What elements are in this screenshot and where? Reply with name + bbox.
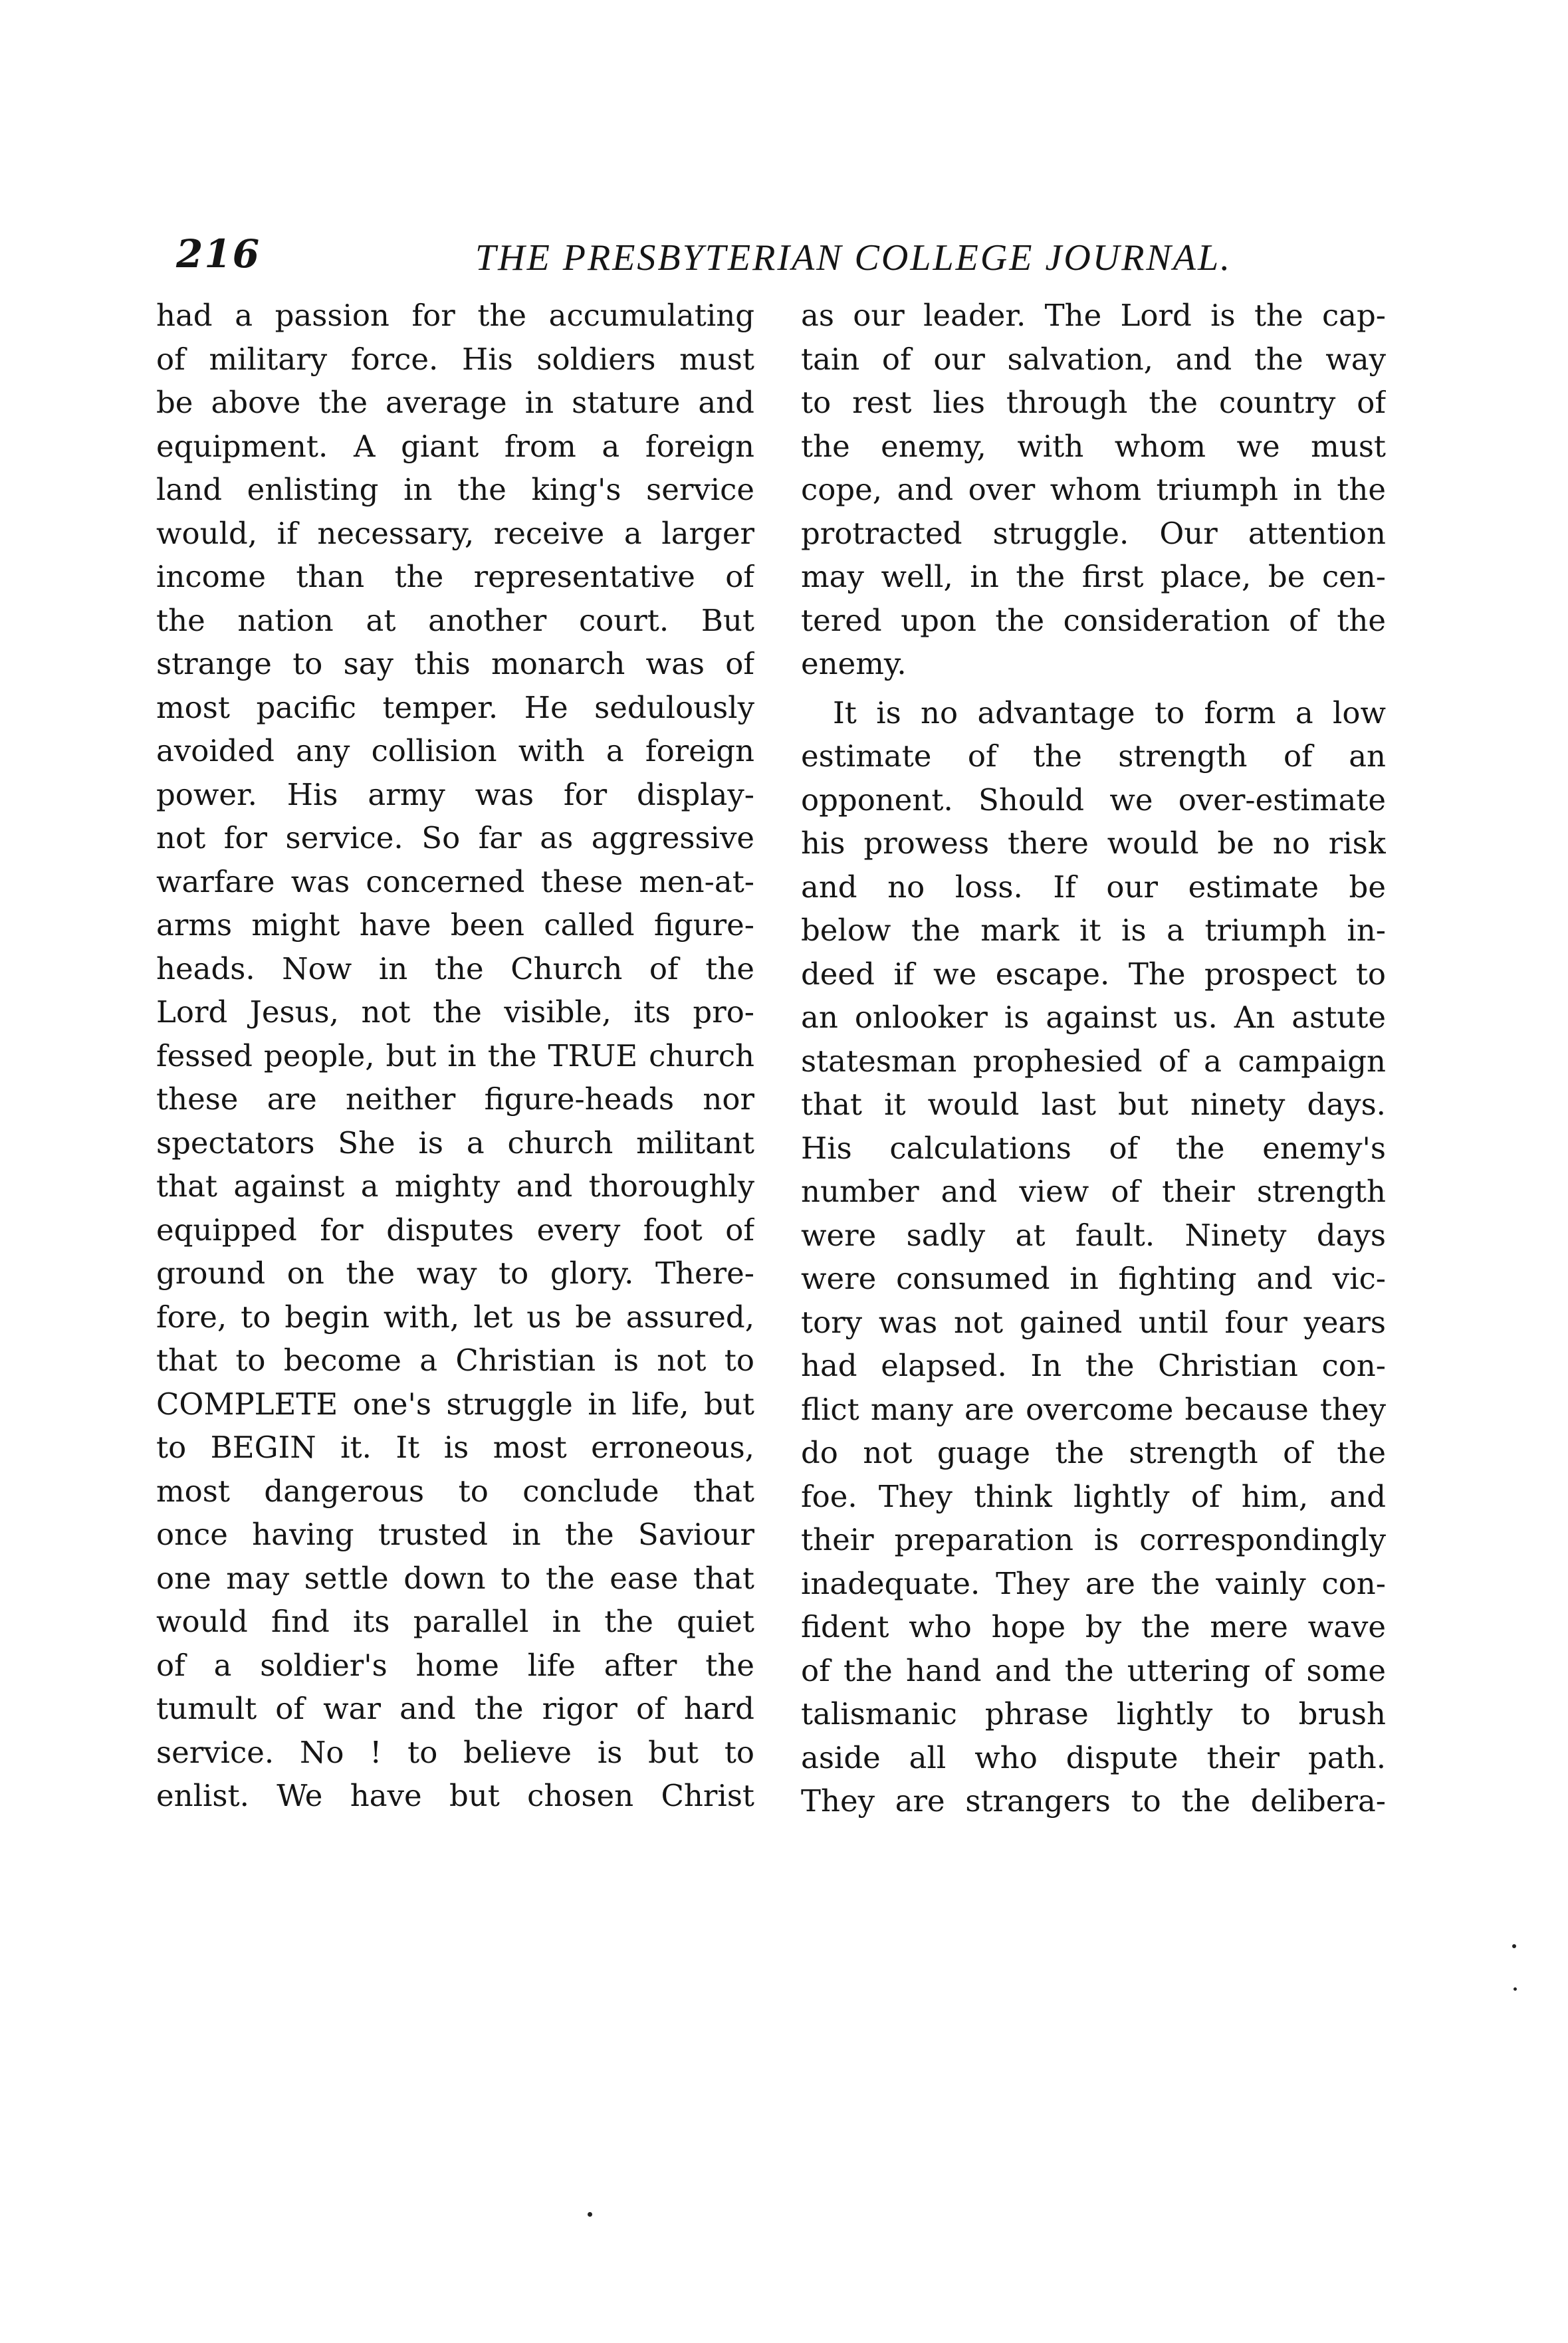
text-line: their preparation is correspondingly <box>801 1522 1386 1557</box>
text-line: protracted struggle. Our attention <box>801 515 1386 551</box>
text-line: income than the representative of <box>156 559 754 594</box>
text-line: Lord Jesus, not the visible, its pro- <box>156 994 754 1030</box>
scan-speck <box>1513 1987 1517 1991</box>
text-line: COMPLETE one's struggle in life, but <box>156 1386 754 1422</box>
text-line: of a soldier's home life after the <box>156 1647 754 1683</box>
page-header <box>156 231 1232 291</box>
text-line: inadequate. They are the vainly con- <box>801 1565 1386 1601</box>
text-line: an onlooker is against us. An astute <box>801 1000 1386 1035</box>
text-line: heads. Now in the Church of the <box>156 950 754 986</box>
text-line: aside all who dispute their path. <box>801 1739 1386 1775</box>
text-line: opponent. Should we over-estimate <box>801 782 1386 818</box>
text-line: and no loss. If our estimate be <box>801 869 1386 905</box>
text-line: talismanic phrase lightly to brush <box>801 1696 1386 1731</box>
text-line: were sadly at fault. Ninety days <box>801 1217 1386 1253</box>
text-line: foe. They think lightly of him, and <box>801 1478 1386 1514</box>
text-line: one may settle down to the ease that <box>156 1560 754 1596</box>
text-line: had elapsed. In the Christian con- <box>801 1348 1386 1383</box>
text-line: fore, to begin with, let us be assured, <box>156 1299 754 1335</box>
text-line: once having trusted in the Saviour <box>156 1517 754 1552</box>
text-line: most pacific temper. He sedulously <box>156 689 754 725</box>
text-line: be above the average in stature and <box>156 385 754 420</box>
text-line: land enlisting in the king's service <box>156 472 754 507</box>
text-line: estimate of the strength of an <box>801 738 1386 774</box>
text-line: ground on the way to glory. There- <box>156 1256 754 1291</box>
page-number: 216 <box>176 231 261 277</box>
text-line: enlist. We have but chosen Christ <box>156 1778 754 1813</box>
text-line: enemy. <box>801 646 907 681</box>
text-line: equipped for disputes every foot of <box>156 1212 754 1248</box>
text-line: tain of our salvation, and the way <box>801 341 1386 377</box>
scan-speck <box>588 2212 592 2217</box>
text-line: of the hand and the uttering of some <box>801 1652 1386 1688</box>
text-line: statesman prophesied of a campaign <box>801 1043 1386 1079</box>
text-line: these are neither figure-heads nor <box>156 1081 754 1117</box>
text-line: do not guage the strength of the <box>801 1435 1386 1470</box>
text-line: to BEGIN it. It is most erroneous, <box>156 1430 754 1465</box>
text-line: of military force. His soldiers must <box>156 341 754 377</box>
text-line: His calculations of the enemy's <box>801 1130 1386 1166</box>
text-line: warfare was concerned these men-at- <box>156 863 754 899</box>
left-column <box>156 294 754 1818</box>
scan-speck <box>1512 1944 1516 1948</box>
text-line: his prowess there would be no risk <box>801 826 1386 861</box>
text-line: not for service. So far as aggressive <box>156 820 754 855</box>
text-line: would, if necessary, receive a larger <box>156 515 754 551</box>
paragraph-first-line: It is no advantage to form a low <box>833 695 1386 730</box>
running-title: THE PRESBYTERIAN COLLEGE JOURNAL. <box>475 237 1232 279</box>
text-line: were consumed in fighting and vic- <box>801 1261 1386 1296</box>
text-line: that against a mighty and thoroughly <box>156 1169 754 1204</box>
text-line: tory was not gained until four years <box>801 1304 1386 1340</box>
text-line: service. No ! to believe is but to <box>156 1734 754 1770</box>
text-line: would find its parallel in the quiet <box>156 1604 754 1639</box>
text-line: fident who hope by the mere wave <box>801 1609 1386 1644</box>
text-line: avoided any collision with a foreign <box>156 733 754 768</box>
text-line: the enemy, with whom we must <box>801 428 1386 464</box>
text-line: the nation at another court. But <box>156 602 754 638</box>
text-line: may well, in the first place, be cen- <box>801 559 1386 594</box>
text-line: that to become a Christian is not to <box>156 1343 754 1378</box>
text-line: They are strangers to the delibera- <box>801 1783 1386 1819</box>
text-line: deed if we escape. The prospect to <box>801 956 1386 992</box>
text-line: that it would last but ninety days. <box>801 1087 1386 1122</box>
text-line: spectators She is a church militant <box>156 1125 754 1161</box>
text-line: below the mark it is a triumph in- <box>801 913 1386 948</box>
text-line: flict many are overcome because they <box>801 1391 1386 1427</box>
text-line: had a passion for the accumulating <box>156 298 754 333</box>
text-line: strange to say this monarch was of <box>156 646 754 681</box>
text-line: fessed people, but in the TRUE church <box>156 1038 754 1073</box>
text-line: number and view of their strength <box>801 1174 1386 1209</box>
text-line: tumult of war and the rigor of hard <box>156 1691 754 1726</box>
text-line: tered upon the consideration of the <box>801 602 1386 638</box>
text-line: to rest lies through the country of <box>801 385 1386 420</box>
text-line: most dangerous to conclude that <box>156 1473 754 1509</box>
text-line: arms might have been called figure- <box>156 907 754 943</box>
text-line: equipment. A giant from a foreign <box>156 428 754 464</box>
text-line: cope, and over whom triumph in the <box>801 472 1386 507</box>
right-column <box>801 294 1386 1823</box>
text-line: as our leader. The Lord is the cap- <box>801 298 1386 333</box>
text-line: power. His army was for display- <box>156 776 754 812</box>
